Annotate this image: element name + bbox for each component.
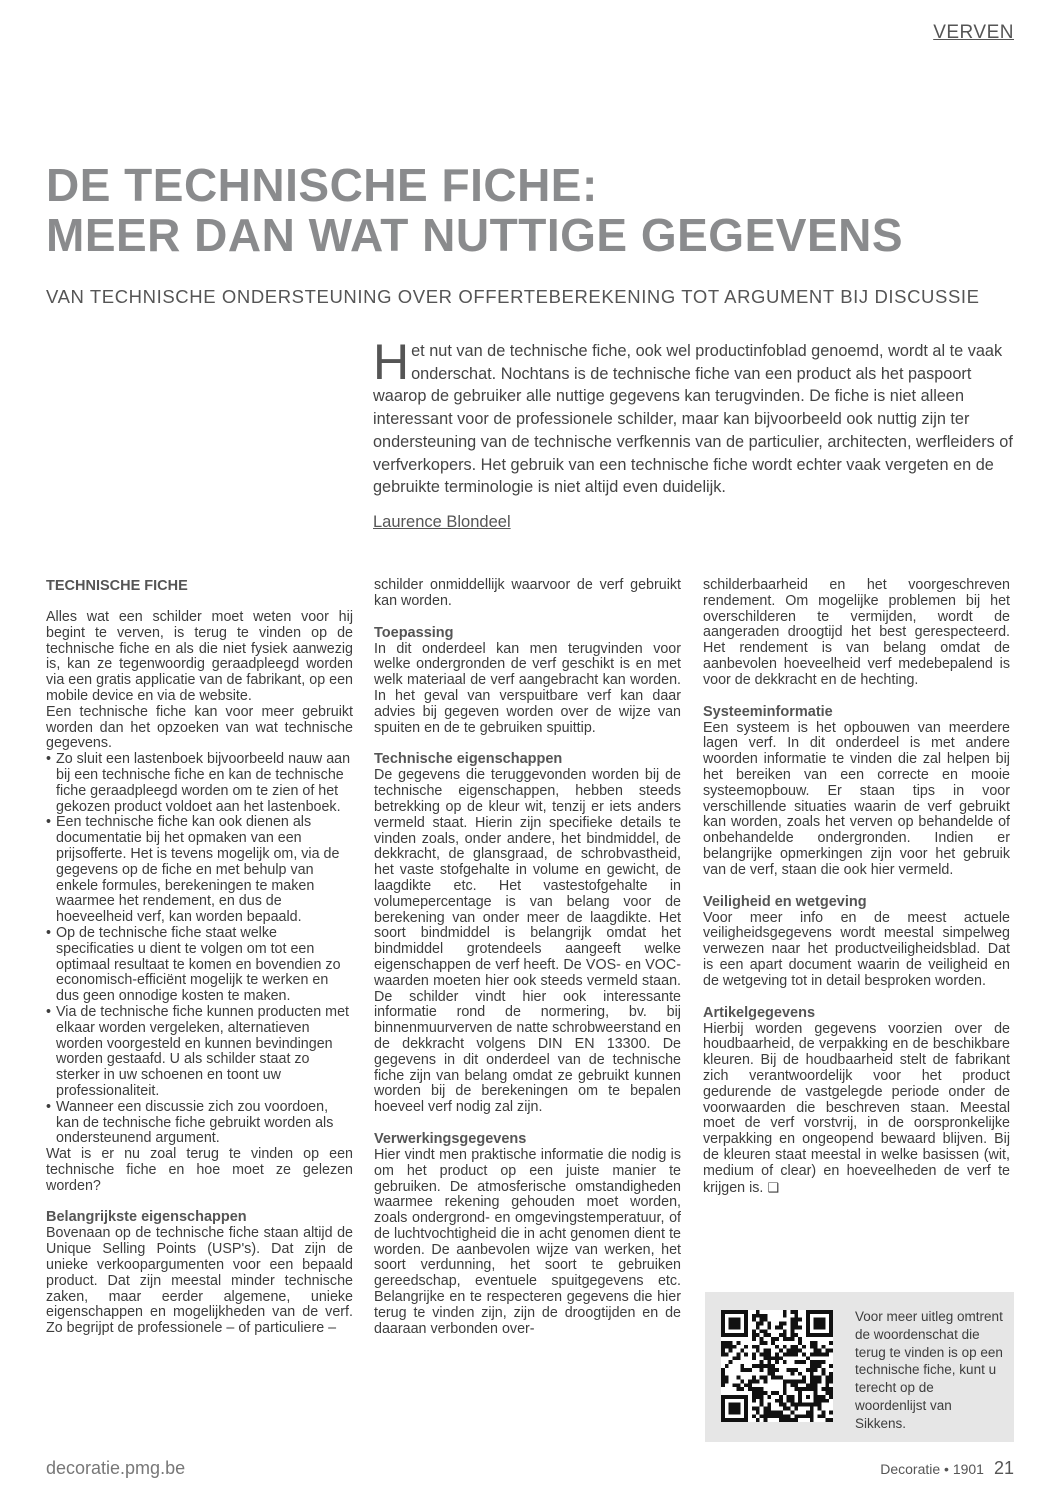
paragraph: schilder onmiddellijk waarvoor de verf gebruikt kan worden.: [374, 577, 681, 609]
paragraph: Hier vindt men praktische informatie die nodig is om het product op een juiste manier te gebruiken. De atmosferische omstandigheden waarmee rekening gehouden moet worden, zoals ondergrond- en omgevingstemperatuur, of de luchtvochtigheid die in acht genomen dient te worden. De aanbevolen wijze van werken, het soort verdunning, het soort te gebruiken gereedschap, eventuele spuitgegevens etc. Belangrijke en te respecteren gegevens die hier terug te vinden zijn, zijn de droogtijden en de daaraan verbonden over-: [374, 1146, 681, 1337]
column-2: [374, 578, 681, 1337]
heading-technische-fiche: TECHNISCHE FICHE: [46, 578, 188, 594]
list-item: • Op de technische fiche staat welke specificaties u dient te volgen om tot een optimaal resultaat te komen en bovendien zo economisch-efficiënt mogelijk te werken en dus geen onnodige kosten te maken.: [46, 926, 353, 1005]
qr-code-icon[interactable]: [721, 1310, 833, 1422]
list-item: • Wanneer een discussie zich zou voordoen, kan de technische fiche gebruikt worden als ondersteunend argument.: [46, 1100, 353, 1147]
title-line-1: DE TECHNISCHE FICHE:: [46, 159, 598, 211]
title-line-2: MEER DAN WAT NUTTIGE GEGEVENS: [46, 209, 904, 261]
paragraph: Een technische fiche kan voor meer gebruikt worden dan het opzoeken van wat technische gegevens.: [46, 703, 353, 752]
qr-info-box: [705, 1292, 1014, 1442]
paragraph: Alles wat een schilder moet weten voor hij begint te verven, is terug te vinden op de technische fiche en als die niet fysiek aanwezig is, kan ze tegenwoordig geraadpleegd worden via een gratis applicatie van de fabrikant, op een mobile device en via de website.: [46, 609, 353, 704]
heading-verwerkingsgegevens: Verwerkingsgegevens: [374, 1130, 527, 1147]
heading-artikelgegevens: Artikelgegevens: [703, 1004, 816, 1021]
paragraph: In dit onderdeel kan men terugvinden voor welke ondergronden de verf geschikt is en met welk materiaal de verf aangebracht kan worden. In het geval van verspuitbare verf kan daar advies bij gegeven worden over de wijze van spuiten en de te gebruiken spuittip.: [374, 640, 681, 736]
heading-technische-eigenschappen: Technische eigenschappen: [374, 751, 563, 768]
section-tag: VERVEN: [933, 22, 1014, 43]
paragraph: Wat is er nu zoal terug te vinden op een technische fiche en hoe moet ze gelezen worden?: [46, 1146, 353, 1194]
paragraph: Een systeem is het opbouwen van meerdere lagen verf. In dit onderdeel is met andere woorden informatie te vinden die zal helpen bij het bereiken van een correcte en mooie systeemopbouw. Er staan tips in voor verschillende situaties waarin de verf gebruikt kan worden, zoals het verven op behandelde of onbehandelde ondergronden. Indien er belangrijke opmerkingen zijn voor het gebruik van de verf, staan die ook hier vermeld.: [703, 719, 1010, 878]
paragraph: [703, 1022, 1010, 1197]
intro-text: et nut van de technische fiche, ook wel productinfoblad genoemd, wordt al te vaak onderschat. Nochtans is de technische fiche van een product als het paspoort waarop de gebruiker alle nuttige gegevens kan terugvinden. De fiche is niet alleen interessant voor de professionele schilder, maar kan bijvoorbeeld ook nuttig zijn ter ondersteuning van de technische verfkennis van de particulier, architecten, werfleiders of verfverkopers. Het gebruik van een technische fiche wordt echter vaak vergeten en de gebruikte terminologie is niet altijd even duidelijk.: [373, 342, 1013, 497]
qr-description: Voor meer uitleg omtrent de woordenschat die terug te vinden is op een technische fiche, kunt u terecht op de woordenlijst van Sikkens.: [855, 1309, 1003, 1431]
heading-belangrijkste-eigenschappen: Belangrijkste eigenschappen: [46, 1209, 247, 1226]
list-item: • Een technische fiche kan ook dienen als documentatie bij het opmaken van een prijsofferte. Het is tevens mogelijk om, via de gegevens op de fiche en met behulp van enkele formules, berekeningen te maken waarmee het rendement, en dus de hoeveelheid verf, kan worden bepaald.: [46, 815, 353, 926]
page-number: 21: [993, 1458, 1014, 1478]
intro-paragraph: [373, 334, 1013, 499]
paragraph: schilderbaarheid en het voorgeschreven rendement. Om mogelijke problemen bij het overschilderen te vermijden, wordt de aangeraden droogtijd het best gerespecteerd. Het rendement is van belang omdat de aanbevolen hoeveelheid verf medebepalend is voor de dekkracht en de hechting.: [703, 577, 1010, 688]
footer-page-info: [880, 1458, 1014, 1479]
heading-veiligheid-en-wetgeving: Veiligheid en wetgeving: [703, 893, 867, 910]
dropcap: H: [373, 334, 410, 390]
column-1: [46, 578, 353, 1337]
paragraph: De gegevens die teruggevonden worden bij de technische eigenschappen, hebben steeds betrekking op de kleur wit, tenzij er iets anders vermeld staat. Hierin zijn specifieke details te vinden zoals, onder andere, het bindmiddel, de dekkracht, de glansgraad, de schrobvastheid, het vaste stofgehalte in volume en gewicht, de laagdikte etc. Het vastestofgehalte in volumepercentage is van belang voor de berekening van onder meer de laagdikte. Het soort bindmiddel is belangrijk omdat het bindmiddel grotendeels aangeeft welke eigenschappen de verf heeft. De VOS- en VOC-waarden moeten hier ook steeds vermeld staan. De schilder vindt hier ook interessante informatie rond de normering, bv. bij binnenmuurverven de natte schrobweerstand en de dekkracht volgens DIN EN 13300. De gegevens in dit onderdeel van de technische fiche zijn van belang omdat ze gebruikt kunnen worden bij de berekeningen om te bepalen hoeveel verf nodig zal zijn.: [374, 767, 681, 1116]
heading-toepassing: Toepassing: [374, 624, 454, 641]
list-item: • Zo sluit een lastenboek bijvoorbeeld nauw aan bij een technische fiche en kan de technische fiche geraadpleegd worden om te zien of het gekozen product voldoet aan het lastenboek.: [46, 752, 353, 815]
article-title: [46, 160, 1016, 260]
column-3: [703, 578, 1010, 1196]
article-subtitle: VAN TECHNISCHE ONDERSTEUNING OVER OFFERTEBEREKENING TOT ARGUMENT BIJ DISCUSSIE: [46, 286, 980, 307]
author-name: Laurence Blondeel: [373, 513, 511, 531]
end-mark-icon: ❑: [767, 1179, 780, 1195]
magazine-issue: Decoratie • 1901: [880, 1461, 984, 1477]
paragraph: Bovenaan op de technische fiche staan altijd de Unique Selling Points (USP's). Dat zijn de unieke verkoopargumenten voor een bepaald product. Dat zijn meestal minder technische zaken, maar eerder algemene, unieke eigenschappen en mogelijkheden van de verf. Zo begrijpt de professionele – of particuliere –: [46, 1225, 353, 1337]
list-item: • Via de technische fiche kunnen producten met elkaar worden vergeleken, alternatieven worden voorgesteld en kunnen bevindingen worden gestaafd. U als schilder staat zo sterker in uw schoenen en toont uw professionaliteit.: [46, 1005, 353, 1100]
heading-systeeminformatie: Systeeminformatie: [703, 703, 833, 720]
paragraph-text: Hierbij worden gegevens voorzien over de houdbaarheid, de verpakking en de beschikbare kleuren. Bij de houdbaarheid stelt de fabrikant zich verantwoordelijk voor het product gedurende de vastgelegde periode onder de voorwaarden die beschreven staan. Meestal moet de verf vorstvrij, in de oorspronkelijke verpakking en ongeopend bewaard blijven. Bij de kleuren staat meestal in welke basissen (wit, medium of clear) en hoeveelheden de verf te krijgen is.: [703, 1020, 1010, 1196]
paragraph: Voor meer info en de meest actuele veiligheidsgegevens wordt meestal simpelweg verwezen naar het productveiligheidsblad. Dat is een apart document waarin de veiligheid en de wetgeving tot in detail besproken worden.: [703, 909, 1010, 989]
footer-url-link[interactable]: decoratie.pmg.be: [46, 1458, 186, 1478]
bullet-list: [46, 752, 353, 1147]
